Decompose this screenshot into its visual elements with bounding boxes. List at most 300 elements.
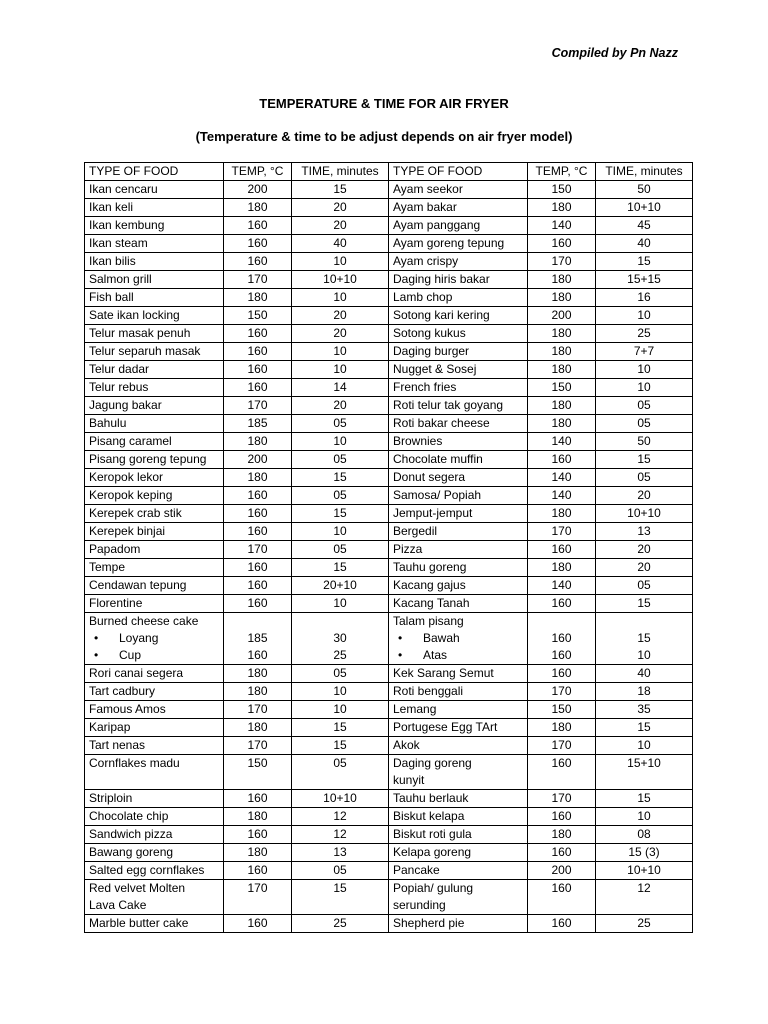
cell-temp-left: 160 xyxy=(224,577,292,595)
table-row xyxy=(85,737,693,755)
cell-temp-left: 160 xyxy=(224,826,292,844)
time-value: 12 xyxy=(637,881,651,895)
food-name: Cornflakes madu xyxy=(89,756,180,770)
cell-time-right: 10 xyxy=(596,808,693,826)
cell-food-left: Keropok keping xyxy=(85,487,224,505)
cell-food-left: Tart cadbury xyxy=(85,683,224,701)
cell-time-left: 14 xyxy=(292,379,389,397)
cell-food-right: Chocolate muffin xyxy=(389,451,528,469)
cell-time-right: 40 xyxy=(596,235,693,253)
cell-temp-right: 160 xyxy=(528,595,596,613)
cell-time-right: 08 xyxy=(596,826,693,844)
cell-time-right xyxy=(596,755,693,790)
cell-temp-left: 160 xyxy=(224,361,292,379)
cell-food-right: Kacang gajus xyxy=(389,577,528,595)
cell-food-left: Telur dadar xyxy=(85,361,224,379)
cell-food-right: Ayam seekor xyxy=(389,181,528,199)
cell-time-left: 13 xyxy=(292,844,389,862)
cell-food-left: Telur rebus xyxy=(85,379,224,397)
table-row xyxy=(85,790,693,808)
cell-food-left: Tart nenas xyxy=(85,737,224,755)
cell-food-right: Nugget & Sosej xyxy=(389,361,528,379)
cell-time-right: 05 xyxy=(596,577,693,595)
cell-time-left: 10 xyxy=(292,289,389,307)
cell-temp-left: 160 xyxy=(224,595,292,613)
table-row xyxy=(85,559,693,577)
cell-time-left: 05 xyxy=(292,487,389,505)
cell-temp-right: 150 xyxy=(528,701,596,719)
table-row xyxy=(85,541,693,559)
cell-time-left: 10 xyxy=(292,253,389,271)
cell-temp-right: 180 xyxy=(528,415,596,433)
spacer xyxy=(600,613,688,630)
cell-food-right: Shepherd pie xyxy=(389,915,528,933)
cell-time-left: 10 xyxy=(292,595,389,613)
cell-temp-left: 160 xyxy=(224,790,292,808)
cell-time-right: 20 xyxy=(596,541,693,559)
table-row xyxy=(85,469,693,487)
cell-time-right: 10 xyxy=(596,307,693,325)
cell-time-left: 20 xyxy=(292,217,389,235)
cell-temp-right: 140 xyxy=(528,487,596,505)
table-row xyxy=(85,595,693,613)
cell-temp-left xyxy=(224,755,292,790)
cell-food-right: Samosa/ Popiah xyxy=(389,487,528,505)
cell-temp-left: 200 xyxy=(224,451,292,469)
cell-time-left: 15 xyxy=(292,719,389,737)
cell-food-left: Cendawan tepung xyxy=(85,577,224,595)
cell-temp-left: 160 xyxy=(224,487,292,505)
cell-time-right: 25 xyxy=(596,915,693,933)
food-name-line1: Red velvet Molten xyxy=(89,881,186,895)
cell-temp-left: 180 xyxy=(224,665,292,683)
cell-temp-right: 140 xyxy=(528,469,596,487)
cell-time-right: 10 xyxy=(596,379,693,397)
cell-temp-right: 170 xyxy=(528,683,596,701)
cell-temp-left: 170 xyxy=(224,397,292,415)
cell-time-right: 25 xyxy=(596,325,693,343)
cell-food-right xyxy=(389,755,528,790)
cell-time-left xyxy=(292,613,389,665)
table-row xyxy=(85,505,693,523)
temp-value: 160 xyxy=(551,881,572,895)
header-time-right: TIME, minutes xyxy=(596,163,693,181)
cell-time-left: 15 xyxy=(292,559,389,577)
table-row xyxy=(85,307,693,325)
cell-food-left: Telur separuh masak xyxy=(85,343,224,361)
cell-temp-right: 180 xyxy=(528,505,596,523)
cell-temp-right: 180 xyxy=(528,199,596,217)
cell-food-left: Bahulu xyxy=(85,415,224,433)
cell-food-left: Famous Amos xyxy=(85,701,224,719)
air-fryer-table xyxy=(84,162,693,933)
food-name-line2: Lava Cake xyxy=(89,898,147,912)
table-row xyxy=(85,415,693,433)
cell-time-left: 20+10 xyxy=(292,577,389,595)
cell-temp-left: 160 xyxy=(224,523,292,541)
cell-temp-left: 180 xyxy=(224,808,292,826)
spacer xyxy=(296,613,384,630)
cell-temp-left: 160 xyxy=(224,862,292,880)
table-row xyxy=(85,397,693,415)
cell-time-left: 12 xyxy=(292,826,389,844)
cell-temp-left xyxy=(224,880,292,915)
cell-food-right: Tauhu berlauk xyxy=(389,790,528,808)
cell-temp-left: 180 xyxy=(224,469,292,487)
cell-time-right: 10+10 xyxy=(596,199,693,217)
cell-temp-left: 160 xyxy=(224,217,292,235)
cell-time-left: 15 xyxy=(292,469,389,487)
table-row xyxy=(85,199,693,217)
bullet-time-right: 15 xyxy=(637,631,651,645)
cell-temp-right: 180 xyxy=(528,361,596,379)
table-row xyxy=(85,253,693,271)
cell-time-left: 10+10 xyxy=(292,790,389,808)
cell-food-left: Pisang caramel xyxy=(85,433,224,451)
cell-time-left xyxy=(292,880,389,915)
cell-food-right: Portugese Egg TArt xyxy=(389,719,528,737)
cell-food-right: Lamb chop xyxy=(389,289,528,307)
cell-temp-left: 160 xyxy=(224,343,292,361)
header-temp-left: TEMP, °C xyxy=(224,163,292,181)
cell-time-left: 10 xyxy=(292,701,389,719)
bullet-temp-left: 160 xyxy=(247,648,268,662)
cell-temp-right: 180 xyxy=(528,289,596,307)
cell-temp-right: 160 xyxy=(528,665,596,683)
cell-temp-right: 160 xyxy=(528,915,596,933)
cell-temp-right: 140 xyxy=(528,217,596,235)
cell-temp-right: 180 xyxy=(528,826,596,844)
cell-food-left: Karipap xyxy=(85,719,224,737)
cell-food-right: Pizza xyxy=(389,541,528,559)
cell-time-right: 10 xyxy=(596,361,693,379)
cell-temp-right: 170 xyxy=(528,737,596,755)
cell-time-left xyxy=(292,755,389,790)
cell-food-left: Fish ball xyxy=(85,289,224,307)
time-value: 15+10 xyxy=(627,756,661,770)
cell-time-left: 10 xyxy=(292,361,389,379)
cell-temp-left: 180 xyxy=(224,199,292,217)
cell-temp-right: 180 xyxy=(528,397,596,415)
table-row xyxy=(85,844,693,862)
cell-food-left xyxy=(85,880,224,915)
cell-food-right: Ayam crispy xyxy=(389,253,528,271)
cell-food-right: Ayam panggang xyxy=(389,217,528,235)
cell-temp-left: 160 xyxy=(224,379,292,397)
cell-time-right: 18 xyxy=(596,683,693,701)
food-name-line2: kunyit xyxy=(393,773,425,787)
cell-food-left: Tempe xyxy=(85,559,224,577)
cell-time-left: 05 xyxy=(292,451,389,469)
table-row xyxy=(85,577,693,595)
table-row xyxy=(85,719,693,737)
table-row xyxy=(85,451,693,469)
cell-food-right: Akok xyxy=(389,737,528,755)
cell-temp-left: 170 xyxy=(224,737,292,755)
cell-temp-right: 180 xyxy=(528,325,596,343)
cell-temp-right xyxy=(528,613,596,665)
cell-time-right xyxy=(596,880,693,915)
table-row xyxy=(85,433,693,451)
bullet-temp-right: 160 xyxy=(551,648,572,662)
table-row xyxy=(85,915,693,933)
cell-time-left: 20 xyxy=(292,307,389,325)
cell-food-right: Biskut roti gula xyxy=(389,826,528,844)
cell-food-right: Pancake xyxy=(389,862,528,880)
cell-time-right: 50 xyxy=(596,433,693,451)
cell-time-right: 10+10 xyxy=(596,505,693,523)
cell-temp-left: 180 xyxy=(224,433,292,451)
cell-food-right: Kacang Tanah xyxy=(389,595,528,613)
page-subtitle: (Temperature & time to be adjust depends on air fryer model) xyxy=(195,129,573,144)
time-value: 05 xyxy=(333,756,347,770)
cell-temp-right: 180 xyxy=(528,559,596,577)
page-title: TEMPERATURE & TIME FOR AIR FRYER xyxy=(259,96,509,111)
compiled-by-credit: Compiled by Pn Nazz xyxy=(551,46,678,60)
cell-food-right: Daging burger xyxy=(389,343,528,361)
cell-food-left: Salted egg cornflakes xyxy=(85,862,224,880)
cell-temp-left: 160 xyxy=(224,325,292,343)
cell-time-right: 15 xyxy=(596,719,693,737)
cell-temp-right: 180 xyxy=(528,343,596,361)
temp-value: 150 xyxy=(247,756,268,770)
cell-temp-right: 150 xyxy=(528,181,596,199)
table-row xyxy=(85,379,693,397)
cell-time-left: 25 xyxy=(292,915,389,933)
cell-time-right: 15+15 xyxy=(596,271,693,289)
cell-time-right: 40 xyxy=(596,665,693,683)
cell-temp-right xyxy=(528,880,596,915)
cell-food-right: Lemang xyxy=(389,701,528,719)
table-row xyxy=(85,523,693,541)
table-row xyxy=(85,361,693,379)
cell-food-left: Telur masak penuh xyxy=(85,325,224,343)
cell-time-right: 15 (3) xyxy=(596,844,693,862)
table-row xyxy=(85,271,693,289)
cell-temp-right: 140 xyxy=(528,433,596,451)
cell-food-right: Ayam bakar xyxy=(389,199,528,217)
header-time-left: TIME, minutes xyxy=(292,163,389,181)
cell-food-left: Ikan kembung xyxy=(85,217,224,235)
cell-time-right: 05 xyxy=(596,397,693,415)
cell-time-right: 15 xyxy=(596,790,693,808)
temp-value: 160 xyxy=(551,756,572,770)
cell-temp-right: 160 xyxy=(528,541,596,559)
cell-temp-left: 180 xyxy=(224,289,292,307)
table-row-tall xyxy=(85,755,693,790)
cell-time-right: 15 xyxy=(596,451,693,469)
table-row xyxy=(85,181,693,199)
cell-time-left: 15 xyxy=(292,737,389,755)
cell-time-right: 7+7 xyxy=(596,343,693,361)
bullet-item-right: • Bawah xyxy=(393,630,523,647)
table-row xyxy=(85,665,693,683)
cell-food-left: Pisang goreng tepung xyxy=(85,451,224,469)
cell-food-left: Kerepek crab stik xyxy=(85,505,224,523)
cell-food-right: Roti benggali xyxy=(389,683,528,701)
bullet-time-left: 25 xyxy=(333,648,347,662)
cell-food-right: Kek Sarang Semut xyxy=(389,665,528,683)
cell-food-left xyxy=(85,613,224,665)
cell-temp-right: 200 xyxy=(528,862,596,880)
cell-temp-left: 170 xyxy=(224,271,292,289)
table-header-row xyxy=(85,163,693,181)
header-food-left: TYPE OF FOOD xyxy=(85,163,224,181)
bullet-time-right: 10 xyxy=(637,648,651,662)
cell-time-right: 10 xyxy=(596,737,693,755)
cell-food-left: Salmon grill xyxy=(85,271,224,289)
cell-time-right: 15 xyxy=(596,253,693,271)
cell-time-right: 05 xyxy=(596,415,693,433)
cell-food-right: Biskut kelapa xyxy=(389,808,528,826)
cell-time-left: 15 xyxy=(292,181,389,199)
cell-food-left: Ikan keli xyxy=(85,199,224,217)
bullet-item-right: • Atas xyxy=(393,647,523,664)
cell-temp-left: 180 xyxy=(224,719,292,737)
cell-temp-left: 170 xyxy=(224,701,292,719)
time-value: 15 xyxy=(333,881,347,895)
cell-temp-left: 150 xyxy=(224,307,292,325)
cell-time-right: 45 xyxy=(596,217,693,235)
cell-food-left: Ikan bilis xyxy=(85,253,224,271)
cell-time-right: 20 xyxy=(596,559,693,577)
cell-food-left: Striploin xyxy=(85,790,224,808)
spacer xyxy=(532,613,591,630)
cell-time-right: 50 xyxy=(596,181,693,199)
table-row xyxy=(85,217,693,235)
cell-temp-left: 185 xyxy=(224,415,292,433)
cell-food-right: Tauhu goreng xyxy=(389,559,528,577)
cell-temp-right: 160 xyxy=(528,808,596,826)
cell-food-left: Ikan steam xyxy=(85,235,224,253)
cell-time-left: 15 xyxy=(292,505,389,523)
cell-temp-left: 180 xyxy=(224,683,292,701)
table-row xyxy=(85,862,693,880)
cell-time-right: 35 xyxy=(596,701,693,719)
bullet-temp-right: 160 xyxy=(551,631,572,645)
table-row xyxy=(85,289,693,307)
food-name-line1: Popiah/ gulung xyxy=(393,881,474,895)
cell-food-right: Ayam goreng tepung xyxy=(389,235,528,253)
cell-food-right: Donut segera xyxy=(389,469,528,487)
cell-time-left: 10+10 xyxy=(292,271,389,289)
cell-temp-right: 160 xyxy=(528,451,596,469)
cell-temp-right: 160 xyxy=(528,844,596,862)
group-title-right: Talam pisang xyxy=(393,614,464,628)
cell-time-left: 10 xyxy=(292,683,389,701)
cell-temp-left: 160 xyxy=(224,235,292,253)
cell-temp-right: 170 xyxy=(528,253,596,271)
table-row xyxy=(85,826,693,844)
cell-temp-right: 140 xyxy=(528,577,596,595)
cell-food-left: Rori canai segera xyxy=(85,665,224,683)
cell-food-left: Kerepek binjai xyxy=(85,523,224,541)
table-row xyxy=(85,683,693,701)
spacer xyxy=(228,613,287,630)
table-row xyxy=(85,325,693,343)
food-name-line2: serunding xyxy=(393,898,446,912)
cell-time-right: 15 xyxy=(596,595,693,613)
cell-food-left: Chocolate chip xyxy=(85,808,224,826)
cell-temp-left xyxy=(224,613,292,665)
cell-food-left: Keropok lekor xyxy=(85,469,224,487)
cell-time-left: 05 xyxy=(292,541,389,559)
cell-food-left: Bawang goreng xyxy=(85,844,224,862)
group-title-left: Burned cheese cake xyxy=(89,614,199,628)
cell-food-right: Kelapa goreng xyxy=(389,844,528,862)
table-row xyxy=(85,487,693,505)
cell-temp-right: 150 xyxy=(528,379,596,397)
cell-temp-left: 180 xyxy=(224,844,292,862)
cell-temp-right: 200 xyxy=(528,307,596,325)
cell-food-left: Papadom xyxy=(85,541,224,559)
food-name-line1: Daging goreng xyxy=(393,756,472,770)
cell-food-right xyxy=(389,613,528,665)
cell-time-left: 20 xyxy=(292,199,389,217)
cell-time-left: 10 xyxy=(292,433,389,451)
cell-food-left xyxy=(85,755,224,790)
cell-food-right: Sotong kukus xyxy=(389,325,528,343)
cell-time-left: 20 xyxy=(292,325,389,343)
header-temp-right: TEMP, °C xyxy=(528,163,596,181)
temp-value: 170 xyxy=(247,881,268,895)
cell-time-left: 12 xyxy=(292,808,389,826)
cell-temp-left: 170 xyxy=(224,541,292,559)
cell-time-left: 05 xyxy=(292,862,389,880)
cell-temp-left: 160 xyxy=(224,253,292,271)
cell-food-right: Roti bakar cheese xyxy=(389,415,528,433)
cell-time-right: 10+10 xyxy=(596,862,693,880)
cell-temp-left: 160 xyxy=(224,505,292,523)
cell-food-left: Ikan cencaru xyxy=(85,181,224,199)
cell-food-right xyxy=(389,880,528,915)
cell-temp-right: 170 xyxy=(528,790,596,808)
cell-temp-left: 160 xyxy=(224,559,292,577)
table-row xyxy=(85,808,693,826)
cell-food-left: Jagung bakar xyxy=(85,397,224,415)
cell-time-left: 05 xyxy=(292,665,389,683)
cell-time-left: 10 xyxy=(292,343,389,361)
cell-food-right: Jemput-jemput xyxy=(389,505,528,523)
table-row xyxy=(85,235,693,253)
cell-food-left: Florentine xyxy=(85,595,224,613)
cell-temp-right xyxy=(528,755,596,790)
cell-food-left: Marble butter cake xyxy=(85,915,224,933)
table-row xyxy=(85,701,693,719)
cell-food-right: Roti telur tak goyang xyxy=(389,397,528,415)
cell-temp-right: 160 xyxy=(528,235,596,253)
cell-food-right: Daging hiris bakar xyxy=(389,271,528,289)
cell-temp-left: 200 xyxy=(224,181,292,199)
cell-time-right: 13 xyxy=(596,523,693,541)
table-row xyxy=(85,343,693,361)
cell-food-right: Brownies xyxy=(389,433,528,451)
cell-time-left: 05 xyxy=(292,415,389,433)
bullet-item-left: • Cup xyxy=(89,647,219,664)
cell-food-left: Sandwich pizza xyxy=(85,826,224,844)
cell-time-right: 20 xyxy=(596,487,693,505)
cell-time-right xyxy=(596,613,693,665)
cell-time-left: 40 xyxy=(292,235,389,253)
bullet-temp-left: 185 xyxy=(247,631,268,645)
cell-time-right: 16 xyxy=(596,289,693,307)
cell-food-right: French fries xyxy=(389,379,528,397)
cell-food-left: Sate ikan locking xyxy=(85,307,224,325)
cell-temp-right: 180 xyxy=(528,271,596,289)
cell-time-right: 05 xyxy=(596,469,693,487)
bullet-item-left: • Loyang xyxy=(89,630,219,647)
header-food-right: TYPE OF FOOD xyxy=(389,163,528,181)
